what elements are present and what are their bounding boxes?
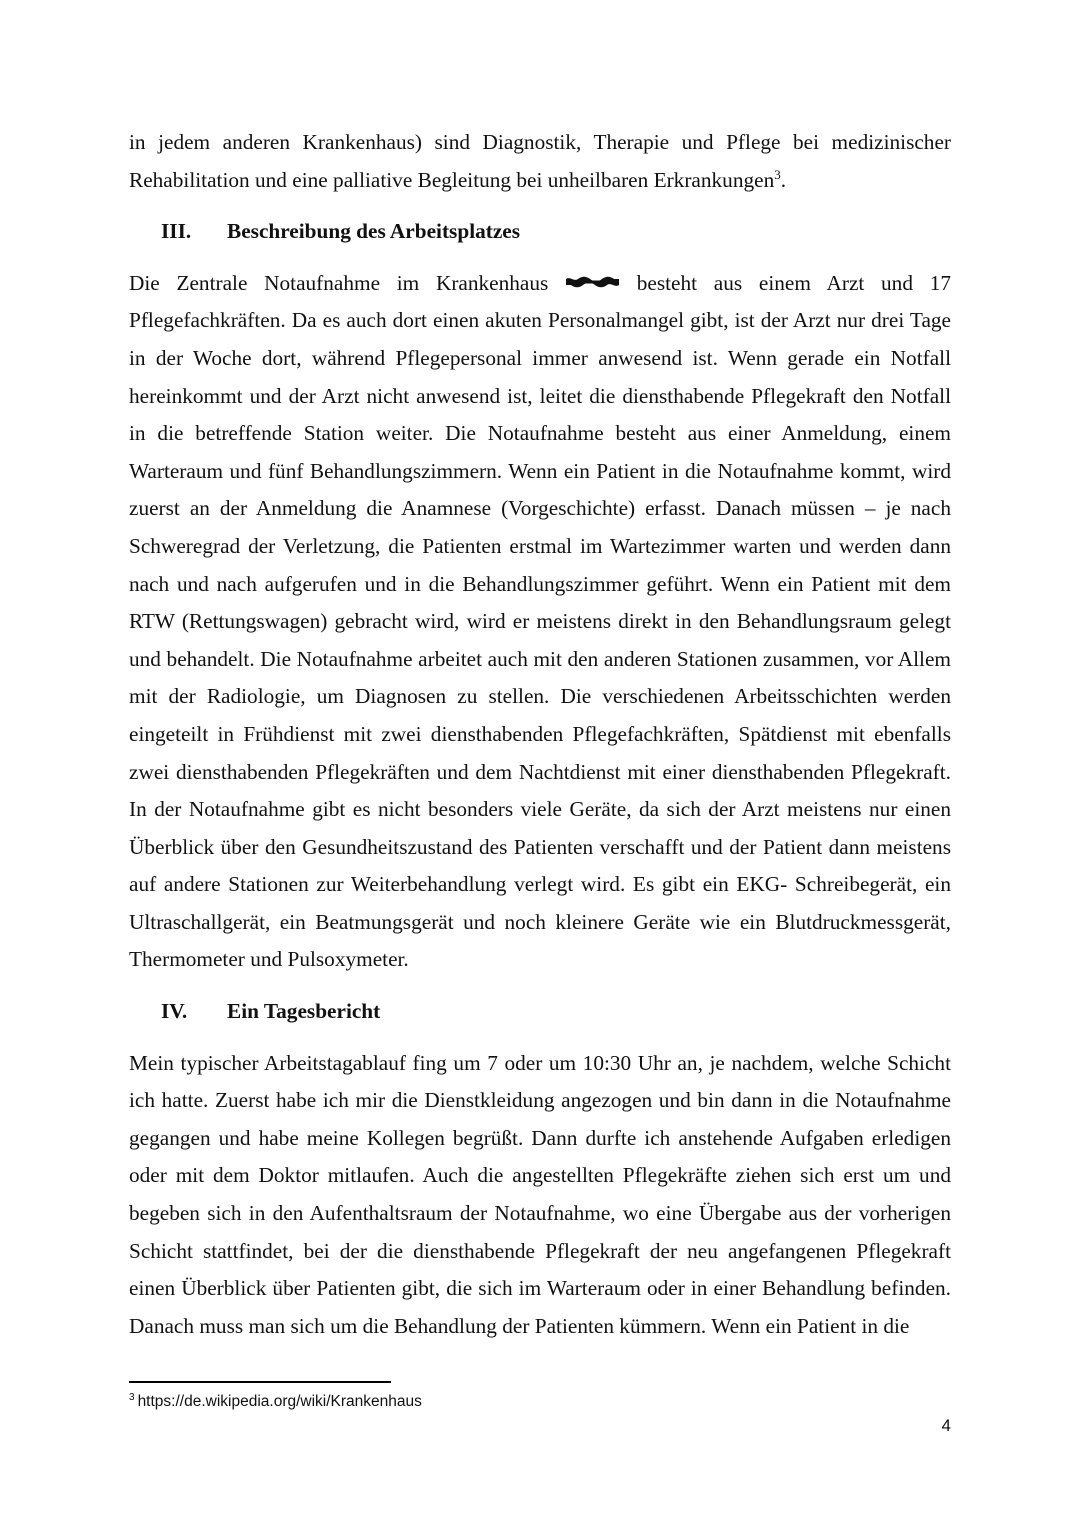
footnote-link[interactable]: https://de.wikipedia.org/wiki/Krankenhaus	[137, 1393, 422, 1410]
section-title: Beschreibung des Arbeitsplatzes	[227, 219, 521, 244]
workplace-text-start: Die Zentrale Notaufnahme im Krankenhaus	[129, 270, 549, 295]
page-number: 4	[941, 1416, 951, 1435]
intro-paragraph	[129, 124, 951, 199]
section-heading-3	[161, 213, 951, 251]
section-number: III.	[161, 219, 192, 244]
intro-trailing: .	[780, 167, 787, 192]
intro-text: in jedem anderen Krankenhaus) sind Diagnostik, Therapie und Pflege bei medizinischer Rehabilitation und eine palliative Begleitung bei unheilbaren Erkrankungen	[129, 130, 951, 192]
footnote-reference[interactable]: 3	[774, 166, 781, 182]
footnote-number: 3	[129, 1392, 135, 1403]
section-number: IV.	[161, 999, 188, 1024]
workplace-text-rest: besteht aus einem Arzt und 17 Pflegefachkräften. Da es auch dort einen akuten Personalmangel gibt, ist der Arzt nur drei Tage in der Woche dort, während Pflegepersonal immer anwesend ist. Wenn gerade ein Notfall hereinkommt und der Arzt nicht anwesend ist, leitet die diensthabende Pflegekraft den Notfall in die betreffende Station weiter. Die Notaufnahme besteht aus einer Anmeldung, einem Warteraum und fünf Behandlungszimmern. Wenn ein Patient in die Notaufnahme kommt, wird zuerst an der Anmeldung die Anamnese (Vorgeschichte) erfasst. Danach müssen – je nach Schweregrad der Verletzung, die Patienten erstmal im Wartezimmer warten und werden dann nach und nach aufgerufen und in die Behandlungszimmer geführt. Wenn ein Patient mit dem RTW (Rettungswagen) gebracht wird, wird er meistens direkt in den Behandlungsraum gelegt und behandelt. Die Notaufnahme arbeitet auch mit den anderen Stationen zusammen, vor Allem mit der Radiologie, um Diagnosen zu stellen. Die verschiedenen Arbeitsschichten werden eingeteilt in Frühdienst mit zwei diensthabenden Pflegefachkräften, Spätdienst mit ebenfalls zwei diensthabenden Pflegekräften und dem Nachtdienst mit einer diensthabenden Pflegekraft. In der Notaufnahme gibt es nicht besonders viele Geräte, da sich der Arzt meistens nur einen Überblick über den Gesundheitszustand des Patienten verschafft und der Patient dann meistens auf andere Stationen zur Weiterbehandlung verlegt wird. Es gibt ein EKG- Schreibegerät, ein Ultraschallgerät, ein Beatmungsgerät und noch kleinere Geräte wie ein Blutdruckmessgerät, Thermometer und Pulsoxymeter.	[129, 270, 951, 972]
page-body	[129, 124, 951, 1345]
footnote-separator	[129, 1381, 391, 1383]
redaction-mark	[565, 276, 620, 288]
daily-report-paragraph: Mein typischer Arbeitstagablauf fing um 7 oder um 10:30 Uhr an, je nachdem, welche Schicht ich hatte. Zuerst habe ich mir die Dienstkleidung angezogen und bin dann in die Notaufnahme gegangen und habe meine Kollegen begrüßt. Dann durfte ich anstehende Aufgaben erledigen oder mit dem Doktor mitlaufen. Auch die angestellten Pflegekräfte ziehen sich erst um und begeben sich in den Aufenthaltsraum der Notaufnahme, wo eine Übergabe aus der vorherigen Schicht stattfindet, bei der die diensthabende Pflegekraft der neu angefangenen Pflegekraft einen Überblick über Patienten gibt, die sich im Warteraum oder in einer Behandlung befinden. Danach muss man sich um die Behandlung der Patienten kümmern. Wenn ein Patient in die	[129, 1050, 951, 1338]
section-heading-4	[161, 993, 951, 1031]
section-title: Ein Tagesbericht	[227, 999, 381, 1024]
workplace-paragraph	[129, 265, 951, 979]
footnote	[129, 1393, 422, 1411]
